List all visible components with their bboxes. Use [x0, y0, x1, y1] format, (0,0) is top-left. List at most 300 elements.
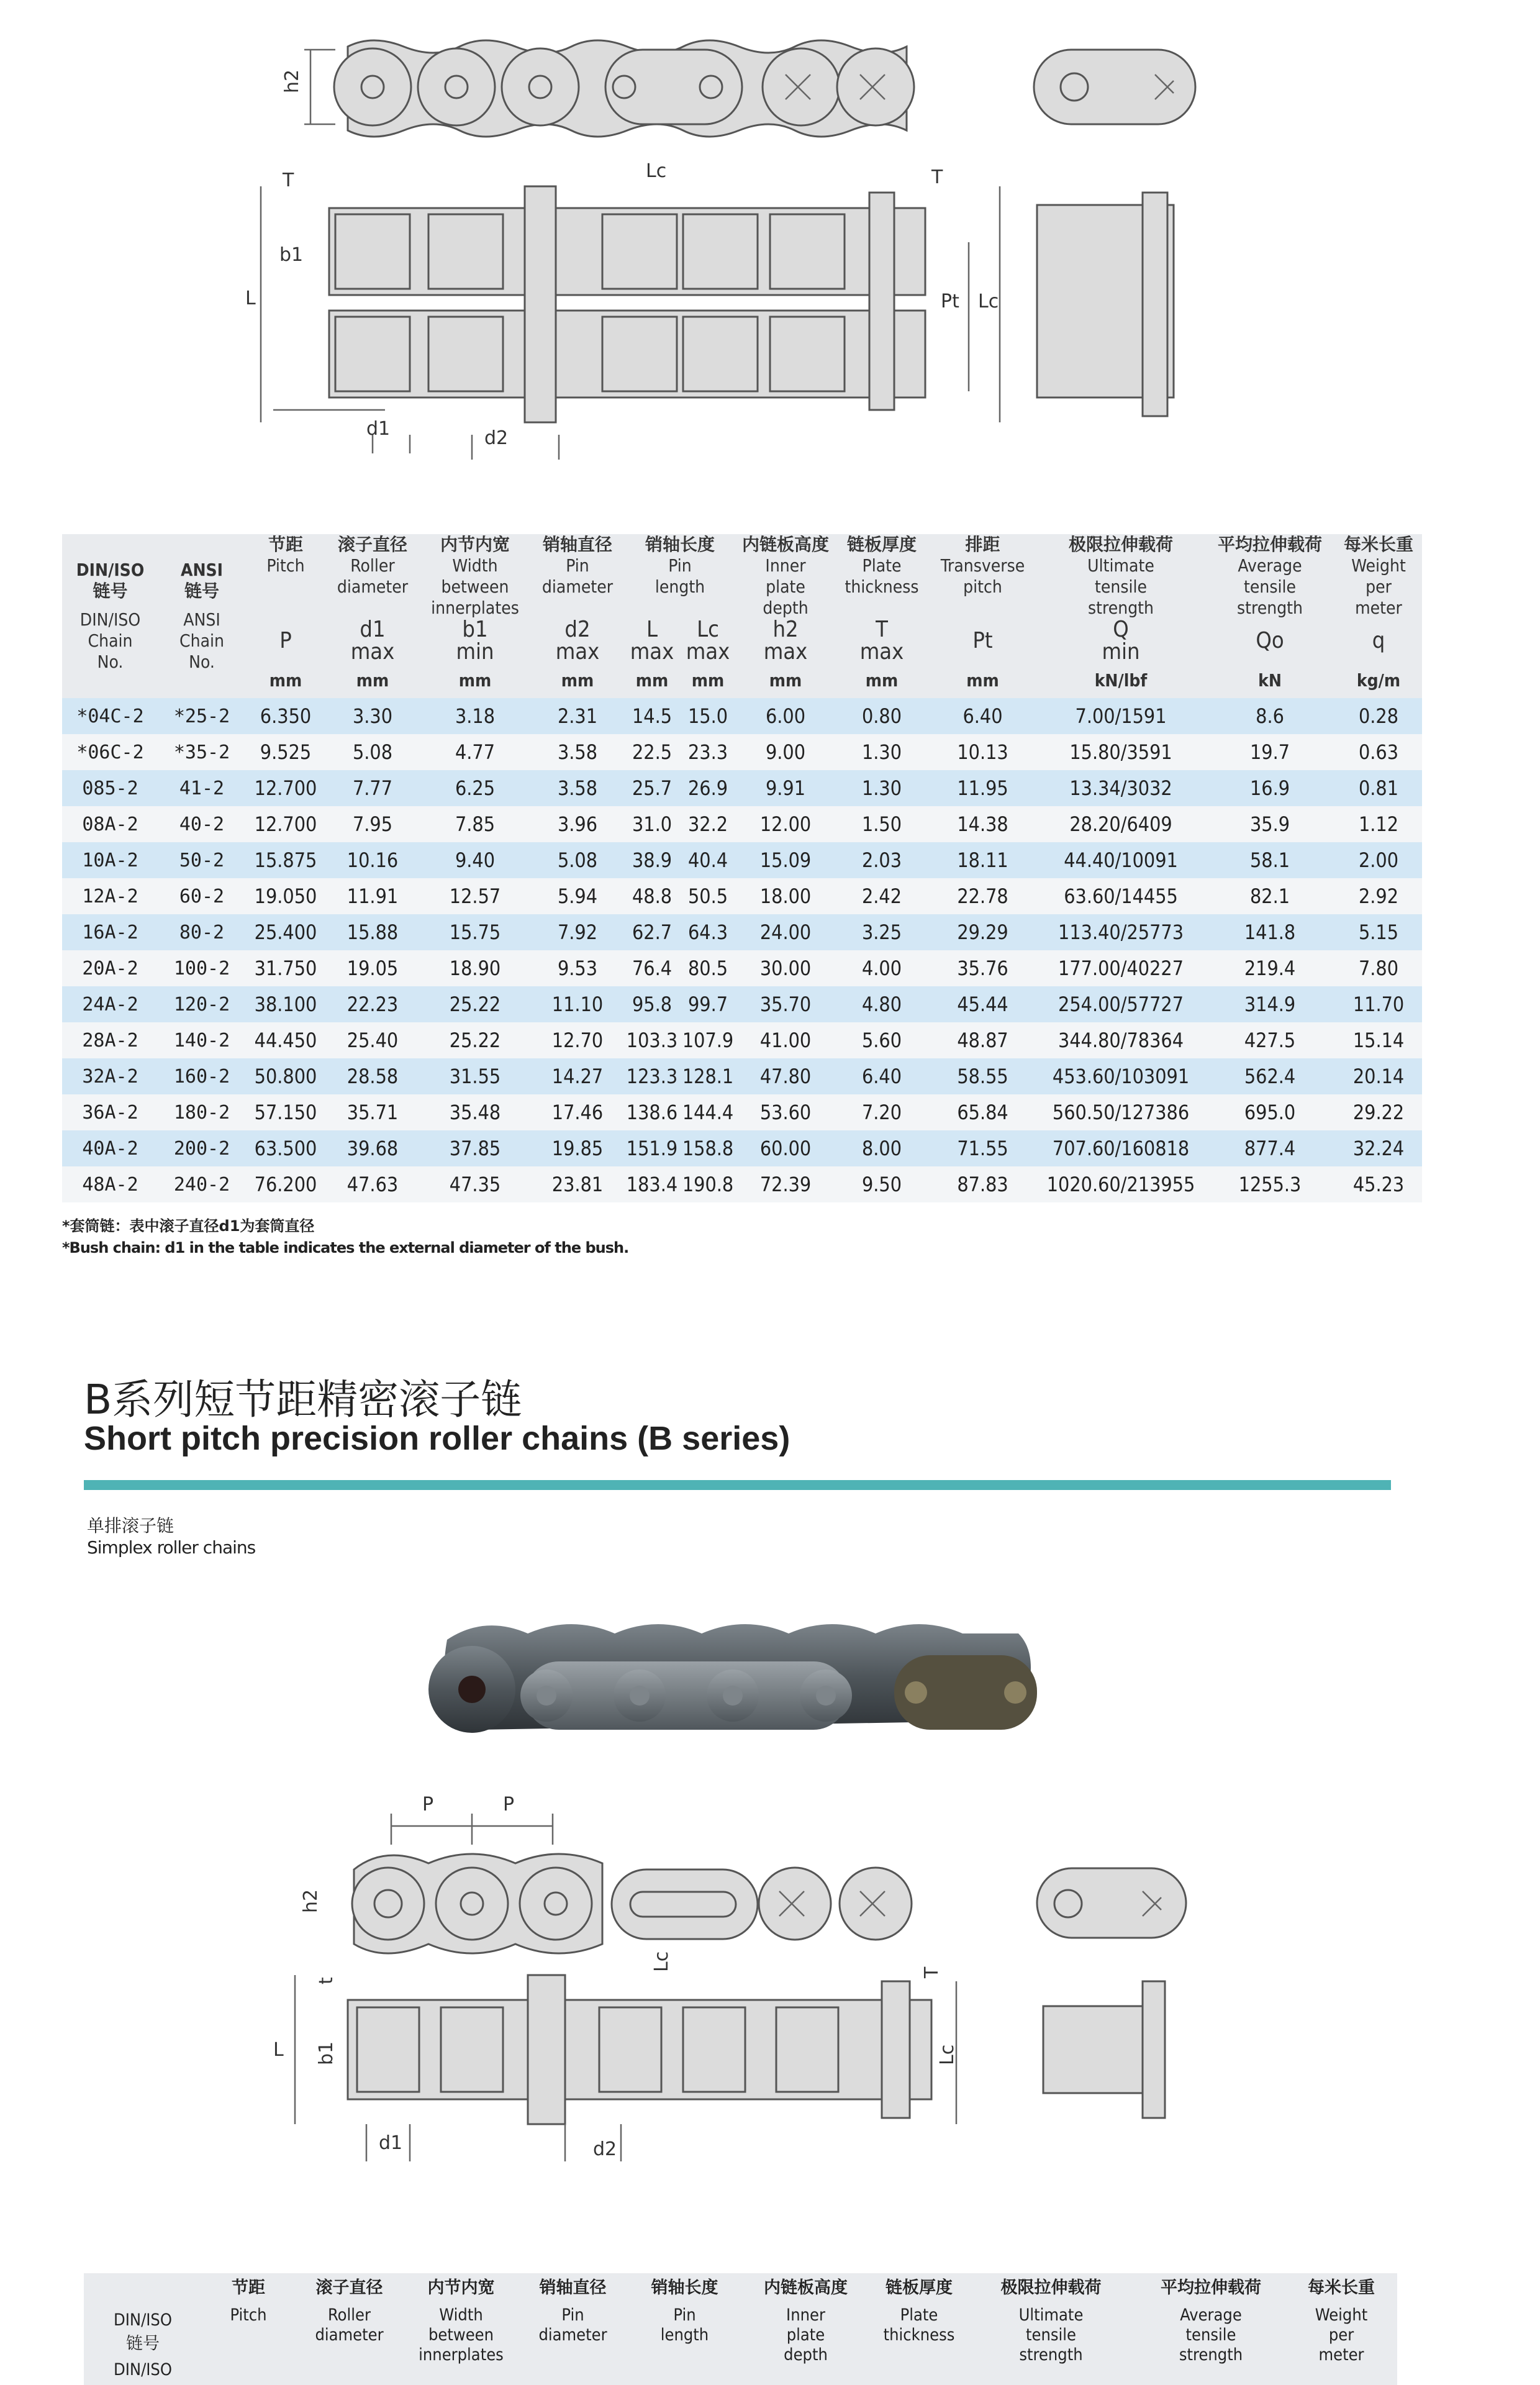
value-cell: 64.3 — [680, 914, 736, 950]
spec-table-a — [62, 534, 1422, 1202]
value-cell: 11.95 — [928, 770, 1037, 806]
d2-label: d2 — [484, 427, 509, 449]
table-row — [62, 698, 1422, 734]
unit-cell: kg/m — [1335, 663, 1422, 698]
table-b-col-header: 节距 Pitch — [230, 2278, 267, 2325]
chain-no-cell: 24A-2 — [62, 986, 158, 1022]
chain-no-cell: 20A-2 — [62, 950, 158, 986]
chain-no-cell: 12A-2 — [62, 878, 158, 914]
T-label-b: T — [921, 1966, 943, 1978]
value-cell: 1255.3 — [1205, 1166, 1335, 1202]
value-cell: 3.25 — [835, 914, 928, 950]
value-cell: 14.27 — [531, 1058, 624, 1094]
table-a-header-row-2 — [62, 619, 1422, 663]
unit-cell: mm — [326, 663, 419, 698]
value-cell: 19.7 — [1205, 734, 1335, 770]
value-cell: 47.35 — [419, 1166, 531, 1202]
table-row — [62, 986, 1422, 1022]
value-cell: 1.12 — [1335, 806, 1422, 842]
value-cell: 35.70 — [736, 986, 835, 1022]
value-cell: 1.50 — [835, 806, 928, 842]
value-cell: 35.48 — [419, 1094, 531, 1130]
value-cell: 877.4 — [1205, 1130, 1335, 1166]
b1-label-b: b1 — [315, 2041, 337, 2065]
value-cell: 29.22 — [1335, 1094, 1422, 1130]
value-cell: 12.700 — [245, 806, 326, 842]
value-cell: 71.55 — [928, 1130, 1037, 1166]
value-cell: 19.05 — [326, 950, 419, 986]
table-row — [62, 1094, 1422, 1130]
ansi-header: ANSI 链号 ANSI Chain No. — [158, 534, 245, 698]
din-header: DIN/ISO 链号 DIN/ISO Chain No. — [62, 534, 158, 698]
value-cell: 63.60/14455 — [1037, 878, 1205, 914]
value-cell: 37.85 — [419, 1130, 531, 1166]
table-b-col-header: 链板厚度 Plate thickness — [883, 2278, 955, 2345]
value-cell: 158.8 — [680, 1130, 736, 1166]
value-cell: 24.00 — [736, 914, 835, 950]
value-cell: 44.450 — [245, 1022, 326, 1058]
value-cell: 45.44 — [928, 986, 1037, 1022]
value-cell: 9.91 — [736, 770, 835, 806]
col-header: 销轴直径 Pin diameter — [531, 534, 624, 619]
chain-no-cell: 200-2 — [158, 1130, 245, 1166]
col-header: 节距 Pitch — [245, 534, 326, 619]
value-cell: 2.31 — [531, 698, 624, 734]
chain-no-cell: *04C-2 — [62, 698, 158, 734]
section-b-sub-en: Simplex roller chains — [87, 1537, 256, 1558]
svg-text:h2: h2 — [281, 69, 303, 93]
value-cell: 6.40 — [835, 1058, 928, 1094]
chain-no-cell: 08A-2 — [62, 806, 158, 842]
col-header: 平均拉伸载荷 Average tensile strength — [1205, 534, 1335, 619]
table-b-col-header: 销轴直径 Pin diameter — [538, 2278, 607, 2345]
value-cell: 25.22 — [419, 1022, 531, 1058]
value-cell: 103.3 — [624, 1022, 680, 1058]
value-cell: 107.9 — [680, 1022, 736, 1058]
value-cell: 76.4 — [624, 950, 680, 986]
value-cell: 62.7 — [624, 914, 680, 950]
unit-cell: kN/lbf — [1037, 663, 1205, 698]
Lc-label-top: Lc — [646, 160, 667, 182]
chain-no-cell: 180-2 — [158, 1094, 245, 1130]
col-header: 内链板高度 Inner plate depth — [736, 534, 835, 619]
value-cell: 30.00 — [736, 950, 835, 986]
value-cell: 15.09 — [736, 842, 835, 878]
value-cell: 4.00 — [835, 950, 928, 986]
value-cell: 50.800 — [245, 1058, 326, 1094]
value-cell: 95.8 — [624, 986, 680, 1022]
col-header: 链板厚度 Plate thickness — [835, 534, 928, 619]
chain-no-cell: 48A-2 — [62, 1166, 158, 1202]
chain-no-cell: 160-2 — [158, 1058, 245, 1094]
value-cell: 16.9 — [1205, 770, 1335, 806]
chain-no-cell: *25-2 — [158, 698, 245, 734]
unit-cell: kN — [1205, 663, 1335, 698]
value-cell: 47.63 — [326, 1166, 419, 1202]
value-cell: 183.4 — [624, 1166, 680, 1202]
value-cell: 58.1 — [1205, 842, 1335, 878]
duplex-side-view — [334, 40, 914, 137]
chain-no-cell: 41-2 — [158, 770, 245, 806]
value-cell: 38.9 — [624, 842, 680, 878]
value-cell: 18.90 — [419, 950, 531, 986]
value-cell: 2.42 — [835, 878, 928, 914]
value-cell: 707.60/160818 — [1037, 1130, 1205, 1166]
value-cell: 19.85 — [531, 1130, 624, 1166]
chain-no-cell: 40A-2 — [62, 1130, 158, 1166]
value-cell: 144.4 — [680, 1094, 736, 1130]
value-cell: 10.16 — [326, 842, 419, 878]
value-cell: 7.77 — [326, 770, 419, 806]
table-a-note-en: *Bush chain: d1 in the table indicates the external diameter of the bush. — [62, 1239, 629, 1256]
chain-no-cell: 50-2 — [158, 842, 245, 878]
value-cell: 13.34/3032 — [1037, 770, 1205, 806]
col-header: 滚子直径 Roller diameter — [326, 534, 419, 619]
value-cell: 138.6 — [624, 1094, 680, 1130]
duplex-top-view — [329, 186, 1174, 422]
value-cell: 141.8 — [1205, 914, 1335, 950]
value-cell: 177.00/40227 — [1037, 950, 1205, 986]
chain-photo — [422, 1596, 1068, 1751]
value-cell: 44.40/10091 — [1037, 842, 1205, 878]
table-a-note-cn: *套筒链：表中滚子直径d1为套筒直径 — [62, 1217, 315, 1235]
value-cell: 123.3 — [624, 1058, 680, 1094]
T-label-right: T — [931, 166, 943, 188]
chain-no-cell: 140-2 — [158, 1022, 245, 1058]
L-label-b: L — [273, 2039, 284, 2061]
value-cell: 5.08 — [326, 734, 419, 770]
value-cell: 12.700 — [245, 770, 326, 806]
unit-cell: mm — [531, 663, 624, 698]
chain-no-cell: 60-2 — [158, 878, 245, 914]
value-cell: 60.00 — [736, 1130, 835, 1166]
sym-cell: b1 min — [419, 619, 531, 663]
value-cell: 113.40/25773 — [1037, 914, 1205, 950]
Lc-label-side: Lc — [978, 291, 999, 312]
sym-cell: d2 max — [531, 619, 624, 663]
value-cell: 15.80/3591 — [1037, 734, 1205, 770]
value-cell: 19.050 — [245, 878, 326, 914]
col-header: 极限拉伸载荷 Ultimate tensile strength — [1037, 534, 1205, 619]
value-cell: 28.20/6409 — [1037, 806, 1205, 842]
value-cell: 82.1 — [1205, 878, 1335, 914]
value-cell: 219.4 — [1205, 950, 1335, 986]
value-cell: 32.2 — [680, 806, 736, 842]
L-label: L — [245, 288, 256, 309]
value-cell: 2.03 — [835, 842, 928, 878]
b1-label: b1 — [279, 244, 304, 266]
value-cell: 2.92 — [1335, 878, 1422, 914]
value-cell: 427.5 — [1205, 1022, 1335, 1058]
duplex-chain-drawing — [0, 0, 1540, 484]
value-cell: 31.55 — [419, 1058, 531, 1094]
value-cell: 3.58 — [531, 734, 624, 770]
value-cell: 0.28 — [1335, 698, 1422, 734]
value-cell: 6.350 — [245, 698, 326, 734]
value-cell: 562.4 — [1205, 1058, 1335, 1094]
value-cell: 50.5 — [680, 878, 736, 914]
value-cell: 15.75 — [419, 914, 531, 950]
value-cell: 22.23 — [326, 986, 419, 1022]
value-cell: 8.6 — [1205, 698, 1335, 734]
value-cell: 9.00 — [736, 734, 835, 770]
value-cell: 7.95 — [326, 806, 419, 842]
din-header-b: DIN/ISO 链号 DIN/ISO — [114, 2310, 172, 2379]
value-cell: 22.5 — [624, 734, 680, 770]
chain-no-cell: 240-2 — [158, 1166, 245, 1202]
table-row — [62, 914, 1422, 950]
value-cell: 9.50 — [835, 1166, 928, 1202]
value-cell: 3.18 — [419, 698, 531, 734]
table-b-col-header: 每米长重 Weight per meter — [1308, 2278, 1375, 2365]
table-row — [62, 1058, 1422, 1094]
P-label-1: P — [422, 1794, 434, 1815]
value-cell: 9.40 — [419, 842, 531, 878]
value-cell: 7.92 — [531, 914, 624, 950]
value-cell: 35.76 — [928, 950, 1037, 986]
value-cell: 25.7 — [624, 770, 680, 806]
d2-label-b: d2 — [593, 2138, 617, 2160]
value-cell: 5.08 — [531, 842, 624, 878]
chain-no-cell: *35-2 — [158, 734, 245, 770]
value-cell: 12.57 — [419, 878, 531, 914]
Lc-label-b-side: Lc — [936, 2044, 958, 2065]
value-cell: 80.5 — [680, 950, 736, 986]
sym-cell: d1 max — [326, 619, 419, 663]
table-row — [62, 734, 1422, 770]
chain-no-cell: 120-2 — [158, 986, 245, 1022]
value-cell: 32.24 — [1335, 1130, 1422, 1166]
table-row — [62, 770, 1422, 806]
d1-label: d1 — [366, 418, 391, 440]
value-cell: 87.83 — [928, 1166, 1037, 1202]
value-cell: 4.77 — [419, 734, 531, 770]
section-b-sub-cn: 单排滚子链 — [87, 1515, 174, 1536]
value-cell: 39.68 — [326, 1130, 419, 1166]
col-header: 内节内宽 Width between innerplates — [419, 534, 531, 619]
value-cell: 2.00 — [1335, 842, 1422, 878]
value-cell: 6.00 — [736, 698, 835, 734]
table-b-col-header: 内节内宽 Width between innerplates — [419, 2278, 504, 2365]
value-cell: 190.8 — [680, 1166, 736, 1202]
value-cell: 29.29 — [928, 914, 1037, 950]
chain-no-cell: 100-2 — [158, 950, 245, 986]
value-cell: 3.30 — [326, 698, 419, 734]
value-cell: 6.40 — [928, 698, 1037, 734]
spec-table-b-header — [84, 2273, 1397, 2385]
value-cell: 72.39 — [736, 1166, 835, 1202]
value-cell: 0.80 — [835, 698, 928, 734]
simplex-chain-drawing — [0, 1776, 1540, 2186]
table-row — [62, 1130, 1422, 1166]
value-cell: 453.60/103091 — [1037, 1058, 1205, 1094]
d1-label-b: d1 — [379, 2132, 403, 2154]
P-label-2: P — [503, 1794, 515, 1815]
value-cell: 23.81 — [531, 1166, 624, 1202]
t-label-b: t — [315, 1977, 337, 1984]
table-a-body — [62, 698, 1422, 1202]
value-cell: 560.50/127386 — [1037, 1094, 1205, 1130]
value-cell: 9.525 — [245, 734, 326, 770]
value-cell: 1.30 — [835, 734, 928, 770]
table-b-col-header: 内链板高度 Inner plate depth — [764, 2278, 848, 2365]
sym-cell: h2 max — [736, 619, 835, 663]
teal-rule — [84, 1480, 1391, 1490]
unit-cell: mm — [245, 663, 326, 698]
value-cell: 25.400 — [245, 914, 326, 950]
value-cell: 23.3 — [680, 734, 736, 770]
Pt-label: Pt — [941, 291, 959, 312]
sym-cell: L max — [624, 619, 680, 663]
value-cell: 12.70 — [531, 1022, 624, 1058]
table-b-col-header: 平均拉伸载荷 Average tensile strength — [1161, 2278, 1261, 2365]
chain-no-cell: 32A-2 — [62, 1058, 158, 1094]
col-header: 销轴长度 Pin length — [624, 534, 736, 619]
value-cell: 17.46 — [531, 1094, 624, 1130]
value-cell: 76.200 — [245, 1166, 326, 1202]
simplex-top-view — [348, 1975, 1165, 2124]
unit-cell: mm — [736, 663, 835, 698]
value-cell: 12.00 — [736, 806, 835, 842]
chain-no-cell: 16A-2 — [62, 914, 158, 950]
unit-cell: mm — [928, 663, 1037, 698]
value-cell: 58.55 — [928, 1058, 1037, 1094]
value-cell: 14.38 — [928, 806, 1037, 842]
sym-cell: Pt — [928, 619, 1037, 663]
value-cell: 0.81 — [1335, 770, 1422, 806]
value-cell: 25.22 — [419, 986, 531, 1022]
unit-cell: mm — [835, 663, 928, 698]
value-cell: 1020.60/213955 — [1037, 1166, 1205, 1202]
simplex-side-view — [352, 1854, 912, 1953]
value-cell: 20.14 — [1335, 1058, 1422, 1094]
spec-table-a-container — [62, 534, 1422, 1256]
section-b-title-cn: B系列短节距精密滚子链 — [84, 1376, 522, 1424]
sym-cell: q — [1335, 619, 1422, 663]
value-cell: 11.10 — [531, 986, 624, 1022]
simplex-end-view — [1037, 1868, 1186, 1938]
table-row — [62, 1022, 1422, 1058]
value-cell: 10.13 — [928, 734, 1037, 770]
table-row — [62, 806, 1422, 842]
value-cell: 31.750 — [245, 950, 326, 986]
chain-no-cell: 36A-2 — [62, 1094, 158, 1130]
table-row — [62, 842, 1422, 878]
value-cell: 11.70 — [1335, 986, 1422, 1022]
T-label-left: T — [283, 170, 294, 191]
value-cell: 5.15 — [1335, 914, 1422, 950]
value-cell: 14.5 — [624, 698, 680, 734]
unit-cell: mm — [624, 663, 680, 698]
table-b-header-row — [84, 2273, 1397, 2385]
unit-cell: mm — [680, 663, 736, 698]
value-cell: 8.00 — [835, 1130, 928, 1166]
value-cell: 28.58 — [326, 1058, 419, 1094]
col-header: 每米长重 Weight per meter — [1335, 534, 1422, 619]
value-cell: 7.80 — [1335, 950, 1422, 986]
value-cell: 0.63 — [1335, 734, 1422, 770]
table-row — [62, 950, 1422, 986]
value-cell: 48.8 — [624, 878, 680, 914]
value-cell: 26.9 — [680, 770, 736, 806]
chain-no-cell: 40-2 — [158, 806, 245, 842]
value-cell: 45.23 — [1335, 1166, 1422, 1202]
table-row — [62, 1166, 1422, 1202]
table-a-header-row-1 — [62, 534, 1422, 619]
section-b-title-en: Short pitch precision roller chains (B series) — [84, 1420, 790, 1457]
value-cell: 344.80/78364 — [1037, 1022, 1205, 1058]
Lc-label-b-top: Lc — [651, 1951, 673, 1972]
value-cell: 53.60 — [736, 1094, 835, 1130]
value-cell: 99.7 — [680, 986, 736, 1022]
value-cell: 47.80 — [736, 1058, 835, 1094]
value-cell: 314.9 — [1205, 986, 1335, 1022]
value-cell: 4.80 — [835, 986, 928, 1022]
chain-no-cell: 28A-2 — [62, 1022, 158, 1058]
table-a-header-row-3 — [62, 663, 1422, 698]
value-cell: 254.00/57727 — [1037, 986, 1205, 1022]
value-cell: 25.40 — [326, 1022, 419, 1058]
value-cell: 3.58 — [531, 770, 624, 806]
value-cell: 15.88 — [326, 914, 419, 950]
chain-no-cell: 085-2 — [62, 770, 158, 806]
sym-cell: P — [245, 619, 326, 663]
table-b-col-header: 滚子直径 Roller diameter — [315, 2278, 384, 2345]
value-cell: 48.87 — [928, 1022, 1037, 1058]
sym-cell: T max — [835, 619, 928, 663]
value-cell: 63.500 — [245, 1130, 326, 1166]
chain-no-cell: *06C-2 — [62, 734, 158, 770]
value-cell: 7.20 — [835, 1094, 928, 1130]
duplex-end-view — [1034, 50, 1195, 124]
sym-cell: Lc max — [680, 619, 736, 663]
table-row — [62, 878, 1422, 914]
value-cell: 3.96 — [531, 806, 624, 842]
sym-cell: Qo — [1205, 619, 1335, 663]
value-cell: 15.14 — [1335, 1022, 1422, 1058]
value-cell: 40.4 — [680, 842, 736, 878]
chain-no-cell: 10A-2 — [62, 842, 158, 878]
value-cell: 7.85 — [419, 806, 531, 842]
value-cell: 22.78 — [928, 878, 1037, 914]
value-cell: 18.00 — [736, 878, 835, 914]
chain-no-cell: 80-2 — [158, 914, 245, 950]
value-cell: 128.1 — [680, 1058, 736, 1094]
value-cell: 65.84 — [928, 1094, 1037, 1130]
unit-cell: mm — [419, 663, 531, 698]
sym-cell: Q min — [1037, 619, 1205, 663]
value-cell: 35.71 — [326, 1094, 419, 1130]
value-cell: 695.0 — [1205, 1094, 1335, 1130]
value-cell: 9.53 — [531, 950, 624, 986]
value-cell: 35.9 — [1205, 806, 1335, 842]
value-cell: 151.9 — [624, 1130, 680, 1166]
value-cell: 6.25 — [419, 770, 531, 806]
value-cell: 7.00/1591 — [1037, 698, 1205, 734]
value-cell: 41.00 — [736, 1022, 835, 1058]
value-cell: 5.94 — [531, 878, 624, 914]
h2-label-b: h2 — [300, 1889, 322, 1913]
value-cell: 5.60 — [835, 1022, 928, 1058]
value-cell: 15.0 — [680, 698, 736, 734]
col-header: 排距 Transverse pitch — [928, 534, 1037, 619]
table-b-col-header: 极限拉伸载荷 Ultimate tensile strength — [1000, 2278, 1102, 2365]
value-cell: 38.100 — [245, 986, 326, 1022]
value-cell: 11.91 — [326, 878, 419, 914]
value-cell: 31.0 — [624, 806, 680, 842]
value-cell: 57.150 — [245, 1094, 326, 1130]
value-cell: 1.30 — [835, 770, 928, 806]
